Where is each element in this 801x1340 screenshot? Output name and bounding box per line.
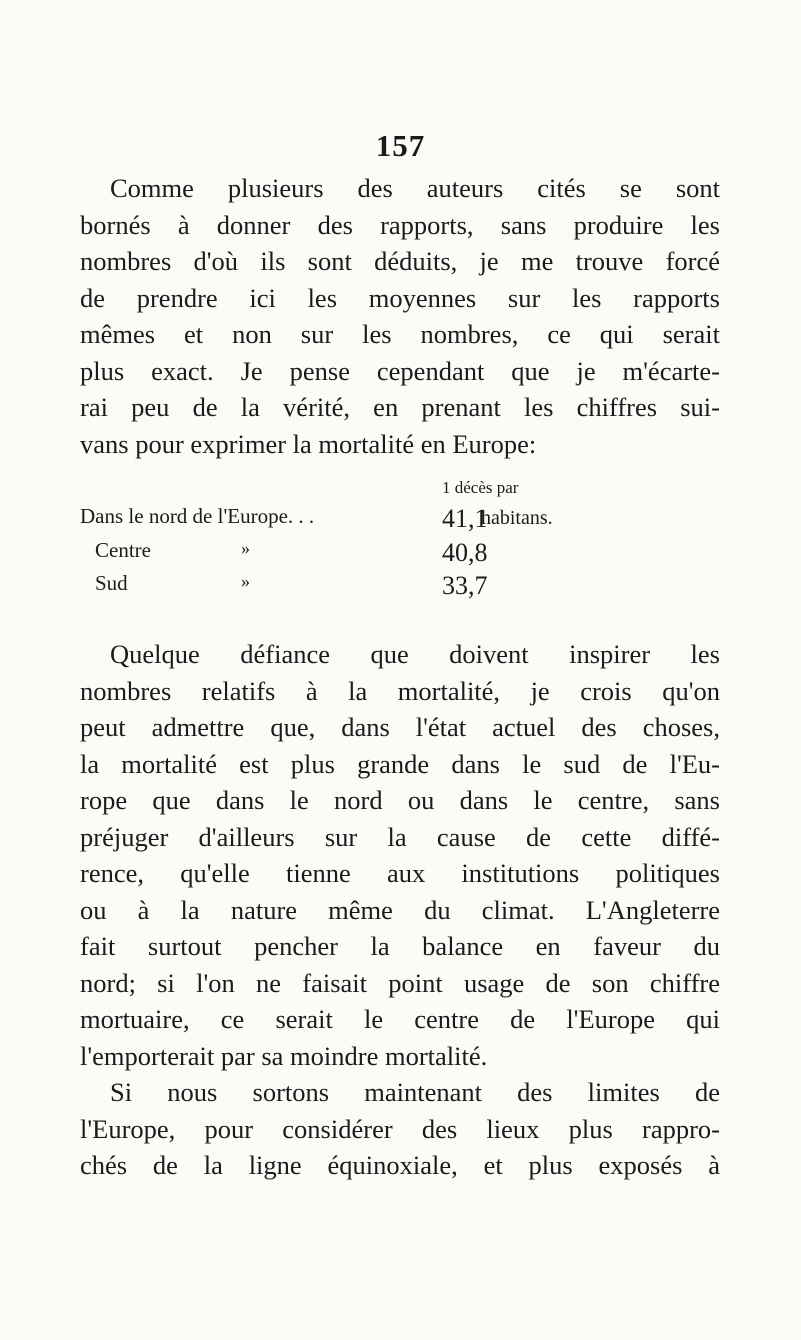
text-line: mortuaire, ce serait le centre de l'Europe qui bbox=[80, 1004, 720, 1034]
text-line: Si nous sortons maintenant des limites de bbox=[110, 1077, 720, 1107]
region-label: Centre bbox=[95, 538, 151, 562]
text-line: de prendre ici les moyennes sur les rapports bbox=[80, 282, 720, 313]
text-line: rence, qu'elle tienne aux institutions politiques bbox=[80, 858, 720, 888]
table-header: 1 décès par bbox=[442, 478, 519, 497]
paragraph-1 bbox=[80, 170, 720, 462]
text-line: peut admettre que, dans l'état actuel des choses, bbox=[80, 712, 720, 742]
text-line: nord; si l'on ne faisait point usage de son chiffre bbox=[80, 967, 720, 998]
ditto-mark: » bbox=[241, 571, 250, 591]
text-line: nombres relatifs à la mortalité, je crois qu'on bbox=[80, 675, 720, 706]
paragraph-3 bbox=[80, 1074, 720, 1184]
text-line: Quelque défiance que doivent inspirer les bbox=[110, 639, 720, 669]
text-line: ou à la nature même du climat. L'Angleterre bbox=[80, 894, 720, 925]
text-line: plus exact. Je pense cependant que je m'écarte- bbox=[80, 355, 720, 386]
ratio-value: 33,7 bbox=[442, 571, 488, 600]
table-row bbox=[80, 571, 740, 605]
paragraph-2 bbox=[80, 636, 720, 1074]
page-number: 157 bbox=[375, 128, 426, 163]
text-line: chés de la ligne équinoxiale, et plus exposés à bbox=[80, 1150, 720, 1180]
text-line: fait surtout pencher la balance en faveur du bbox=[80, 931, 720, 961]
unit-label: habitans. bbox=[481, 507, 553, 529]
text-line: bornés à donner des rapports, sans produire les bbox=[80, 209, 720, 240]
region-label: Dans le nord de l'Europe. . . bbox=[80, 504, 315, 528]
text-line: rope que dans le nord ou dans le centre, sans bbox=[80, 785, 720, 815]
ratio-value: 41,1 bbox=[442, 504, 488, 533]
text-line: l'emporterait par sa moindre mortalité. bbox=[80, 1040, 488, 1071]
text-line: vans pour exprimer la mortalité en Europe: bbox=[80, 428, 537, 459]
region-label: Sud bbox=[95, 571, 128, 595]
text-line: mêmes et non sur les nombres, ce qui serait bbox=[80, 319, 720, 349]
table-row bbox=[80, 538, 740, 572]
text-line: nombres d'où ils sont déduits, je me trouve forcé bbox=[80, 246, 720, 276]
table-row bbox=[80, 504, 740, 538]
text-line: préjuger d'ailleurs sur la cause de cette diffé- bbox=[80, 821, 720, 852]
text-line: l'Europe, pour considérer des lieux plus rappro- bbox=[80, 1113, 720, 1144]
text-line: rai peu de la vérité, en prenant les chiffres sui- bbox=[80, 392, 720, 422]
ratio-value: 40,8 bbox=[442, 538, 488, 567]
ditto-mark: » bbox=[241, 538, 250, 558]
text-line: la mortalité est plus grande dans le sud de l'Eu- bbox=[80, 748, 720, 779]
text-line: Comme plusieurs des auteurs cités se sont bbox=[110, 173, 720, 203]
